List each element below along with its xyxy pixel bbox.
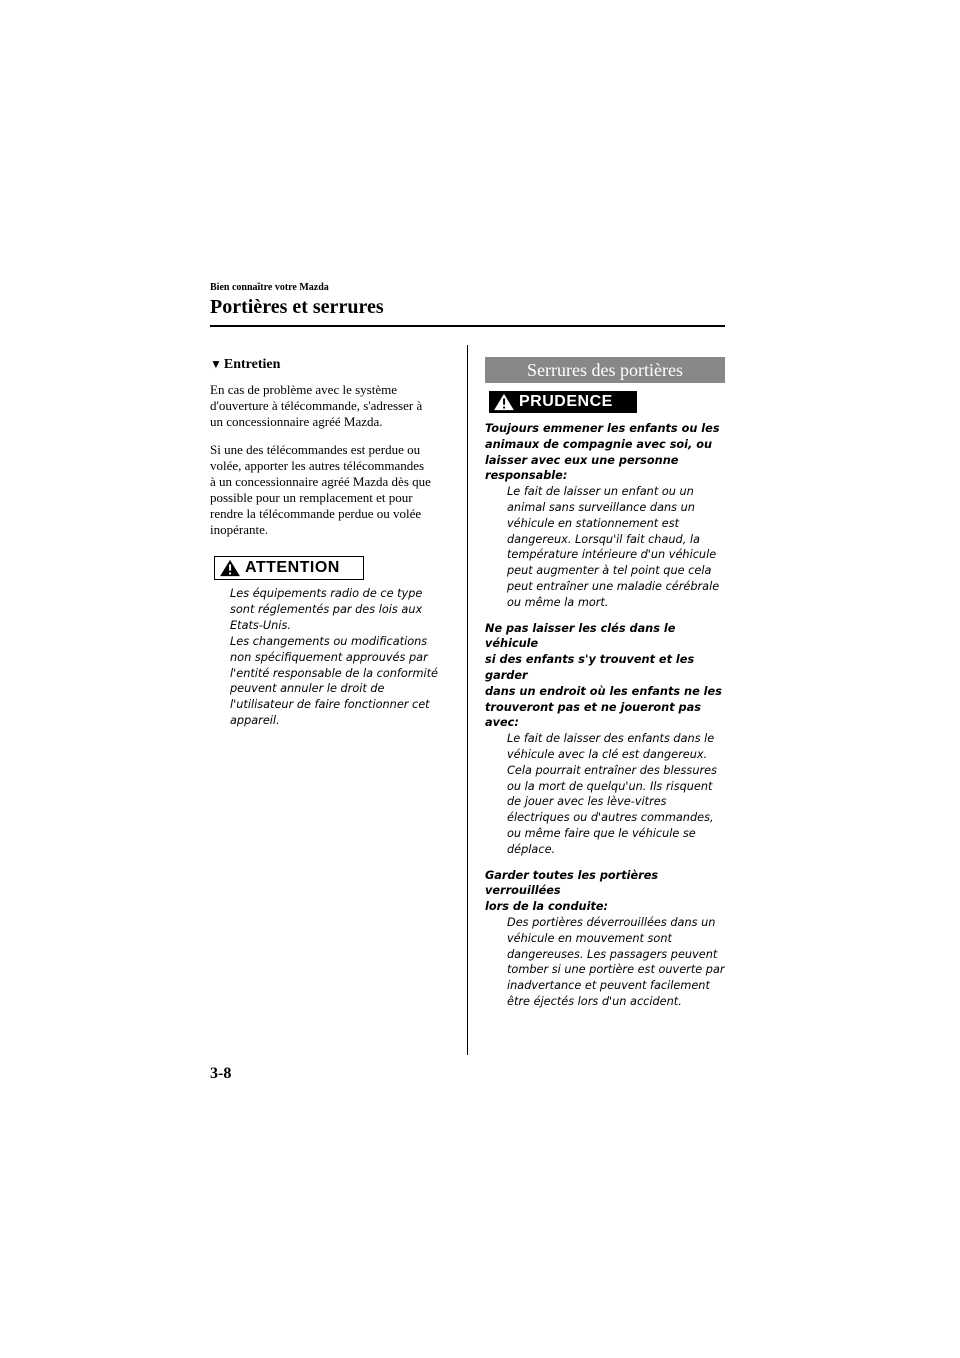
warning-body: Le fait de laisser des enfants dans le véhicule avec la clé est dangereux. Cela pourrait entraîner des blessures ou la mort de quelqu'un. Ils risquent de jouer avec les lève-vitres électriques ou d'autres commandes, ou même faire que le véhicule se déplace. [507,732,717,856]
warning-lead: Garder toutes les portières verrouillées lors de la conduite: [485,868,659,914]
warning-body: Des portières déverrouillées dans un véhicule en mouvement sont dangereuses. Les passagers peuvent tomber si une portière est ouverte par inadvertance et peuvent facilement être éjectés lors d'un accident. [507,915,725,1008]
warning-block [485,421,725,1010]
section-title: Portières et serrures [210,296,384,318]
attention-label: ATTENTION [245,559,340,576]
maintenance-paragraph-1: En cas de problème avec le système d'ouverture à télécommande, s'adresser à un concessionnaire agréé Mazda. [210,382,423,429]
chapter-kicker: Bien connaître votre Mazda [210,282,329,293]
column-divider [467,345,468,1055]
subheading-text: Entretien [223,357,281,372]
page-number: 3-8 [210,1065,232,1082]
door-locks-section-bar: Serrures des portières [485,357,725,383]
warning-icon [219,559,241,577]
left-column [210,355,455,729]
subheading [210,355,455,374]
attention-badge [214,556,364,580]
attention-note: Les équipements radio de ce type sont réglementés par des lois aux Etats-Unis. Les changements ou modifications non spécifiquement approuvés par l'entité responsable de la conformité peuvent annuler le droit de l'utilisateur de faire fonctionner cet appareil. [230,587,438,728]
right-column [485,357,725,1020]
warning-icon [493,393,515,411]
triangle-down-icon: ▼ [210,357,222,371]
warning-lead: Ne pas laisser les clés dans le véhicule si des enfants s'y trouvent et les garder dans un endroit où les enfants ne les trouveront pas et ne joueront pas avec: [485,621,722,730]
prudence-label: PRUDENCE [519,393,613,410]
prudence-badge [489,391,637,413]
header-rule [210,325,725,327]
warning-lead: Toujours emmener les enfants ou les animaux de compagnie avec soi, ou laisser avec eux une personne responsable: [485,422,720,483]
maintenance-paragraph-2: Si une des télécommandes est perdue ou volée, apporter les autres télécommandes à un concessionnaire agréé Mazda dès que possible pour un remplacement et pour rendre la télécommande perdue ou volée inopérante. [210,442,431,537]
warning-body: Le fait de laisser un enfant ou un animal sans surveillance dans un véhicule en stationnement est dangereux. Lorsqu'il fait chaud, la température intérieure d'un véhicule peut augmenter à tel point que cela peut entraîner une maladie cérébrale ou même la mort. [507,485,720,609]
